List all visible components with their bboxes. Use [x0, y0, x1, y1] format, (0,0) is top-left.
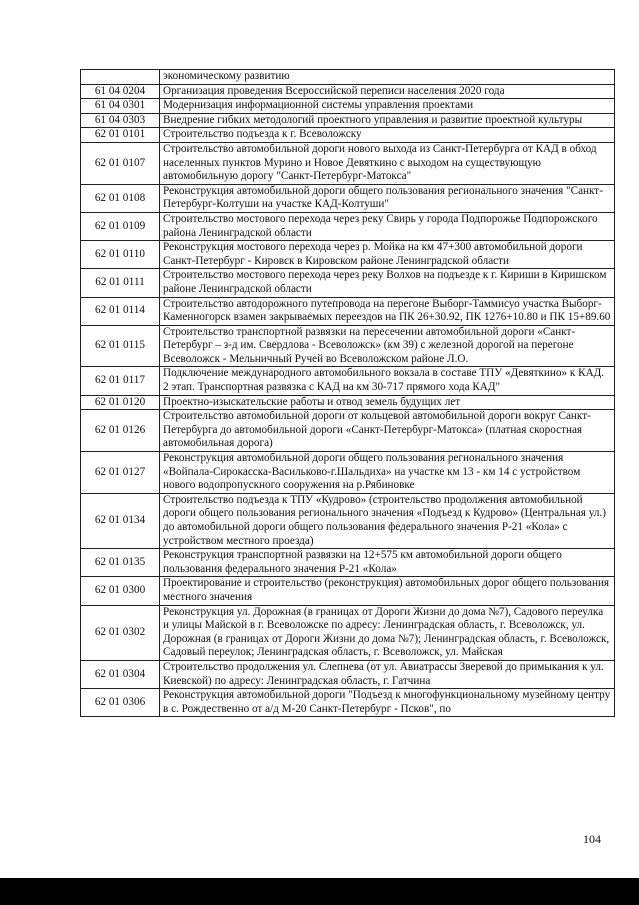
row-code: 62 01 0120 [81, 395, 160, 410]
row-description: Строительство мостового перехода через реку Волхов на подъезде к г. Кириши в Киришском районе Ленинградской области [160, 269, 615, 297]
row-description: Модернизация информационной системы управления проектами [160, 99, 615, 114]
row-description: Подключение международного автомобильного вокзала в составе ТПУ «Девяткино» к КАД. 2 этап. Транспортная развязка с КАД на км 30-717 прямого хода КАД" [160, 367, 615, 395]
row-description: Проектно-изыскательские работы и отвод земель будущих лет [160, 395, 615, 410]
row-code: 62 01 0108 [81, 184, 160, 212]
row-code [81, 70, 160, 85]
row-description: Строительство мостового перехода через реку Свирь у города Подпорожье Подпорожского района Ленинградской области [160, 212, 615, 240]
table-row [81, 99, 615, 114]
table-row [81, 269, 615, 297]
row-description: Строительство транспортной развязки на пересечении автомобильной дороги «Санкт-Петербург – з-д им. Свердлова - Всеволожск» (км 39) с железной дорогой на перегоне Всеволожск - Мельничный Ручей во Всеволожском районе Л.О. [160, 325, 615, 367]
row-code: 62 01 0111 [81, 269, 160, 297]
table-row [81, 113, 615, 128]
table-row [81, 410, 615, 452]
row-code: 62 01 0134 [81, 493, 160, 548]
row-code: 62 01 0304 [81, 660, 160, 688]
row-description: Строительство продолжения ул. Слепнева (от ул. Авиатрассы Зверевой до примыкания к ул. Киевской) по адресу: Ленинградская область, г. Гатчина [160, 660, 615, 688]
row-code: 62 01 0114 [81, 297, 160, 325]
row-code: 62 01 0101 [81, 128, 160, 143]
table-row [81, 70, 615, 85]
row-description: Организация проведения Всероссийской переписи населения 2020 года [160, 84, 615, 99]
table-row [81, 549, 615, 577]
table-row [81, 493, 615, 548]
budget-codes-table [80, 69, 615, 717]
row-description: Реконструкция ул. Дорожная (в границах от Дороги Жизни до дома №7), Садового переулка и улицы Майской в г. Всеволожске по адресу: Ленинградская область, г. Всеволожск, ул. Дорожная (в границах от Дороги Жизни до дома №7); Ленинградская область, г. Всеволожск, Садовый переулок; Ленинградская область, г. Всеволожск, ул. Майская [160, 605, 615, 660]
row-description: Строительство подъезда к ТПУ «Кудрово» (строительство продолжения автомобильной дороги общего пользования регионального значения «Подъезд к Кудрово» (Центральная ул.) до автомобильной дороги общего пользования федерального значения Р-21 «Кола» с устройством местного проезда) [160, 493, 615, 548]
row-description: Строительство подъезда к г. Всеволожску [160, 128, 615, 143]
table-row [81, 605, 615, 660]
page-number: 104 [583, 832, 601, 846]
row-code: 61 04 0301 [81, 99, 160, 114]
table-row [81, 142, 615, 184]
row-description: Внедрение гибких методологий проектного управления и развитие проектной культуры [160, 113, 615, 128]
row-description: Реконструкция автомобильной дороги общего пользования регионального значения «Войпала-Сирокасска-Васильково-г.Шальдиха» на участке км 13 - км 14 с устройством нового водопропускного сооружения на р.Рябиновке [160, 452, 615, 494]
row-description: Реконструкция автомобильной дороги "Подъезд к многофункциональному музейному центру в с. Рождественно от а/д М-20 Санкт-Петербург - Псков", по [160, 689, 615, 717]
table-row [81, 212, 615, 240]
row-code: 62 01 0300 [81, 577, 160, 605]
row-code: 62 01 0109 [81, 212, 160, 240]
row-code: 61 04 0204 [81, 84, 160, 99]
table-row [81, 128, 615, 143]
table-row [81, 689, 615, 717]
row-code: 62 01 0135 [81, 549, 160, 577]
table-row [81, 325, 615, 367]
table-row [81, 241, 615, 269]
table-row [81, 184, 615, 212]
row-description: Проектирование и строительство (реконструкция) автомобильных дорог общего пользования местного значения [160, 577, 615, 605]
table-row [81, 577, 615, 605]
row-code: 62 01 0115 [81, 325, 160, 367]
row-code: 62 01 0117 [81, 367, 160, 395]
row-code: 62 01 0107 [81, 142, 160, 184]
row-code: 62 01 0302 [81, 605, 160, 660]
row-description: Строительство автомобильной дороги от кольцевой автомобильной дороги вокруг Санкт-Петербурга до автомобильной дороги «Санкт-Петербург-Матокса» (платная скоростная автомобильная дорога) [160, 410, 615, 452]
table-row [81, 367, 615, 395]
table-row [81, 297, 615, 325]
row-code: 62 01 0126 [81, 410, 160, 452]
scan-bottom-border [0, 878, 639, 905]
table-row [81, 395, 615, 410]
row-description: Реконструкция автомобильной дороги общего пользования регионального значения "Санкт-Петербург-Колтуши на участке КАД-Колтуши" [160, 184, 615, 212]
row-description: экономическому развитию [160, 70, 615, 85]
table-row [81, 660, 615, 688]
table-body [81, 70, 615, 717]
row-description: Строительство автодорожного путепровода на перегоне Выборг-Таммисуо участка Выборг-Каменногорск взамен закрываемых переездов на ПК 26+30.92, ПК 1276+10.80 и ПК 15+89.60 [160, 297, 615, 325]
row-description: Строительство автомобильной дороги нового выхода из Санкт-Петербурга от КАД в обход населенных пунктов Мурино и Новое Девяткино с выходом на существующую автомобильную дорогу "Санкт-Петербург-Матокса" [160, 142, 615, 184]
row-description: Реконструкция мостового перехода через р. Мойка на км 47+300 автомобильной дороги Санкт-Петербург - Кировск в Кировском районе Ленинградской области [160, 241, 615, 269]
row-description: Реконструкция транспортной развязки на 12+575 км автомобильной дороги общего пользования федерального значения Р-21 «Кола» [160, 549, 615, 577]
row-code: 62 01 0110 [81, 241, 160, 269]
row-code: 62 01 0127 [81, 452, 160, 494]
row-code: 61 04 0303 [81, 113, 160, 128]
table-row [81, 84, 615, 99]
row-code: 62 01 0306 [81, 689, 160, 717]
table-row [81, 452, 615, 494]
